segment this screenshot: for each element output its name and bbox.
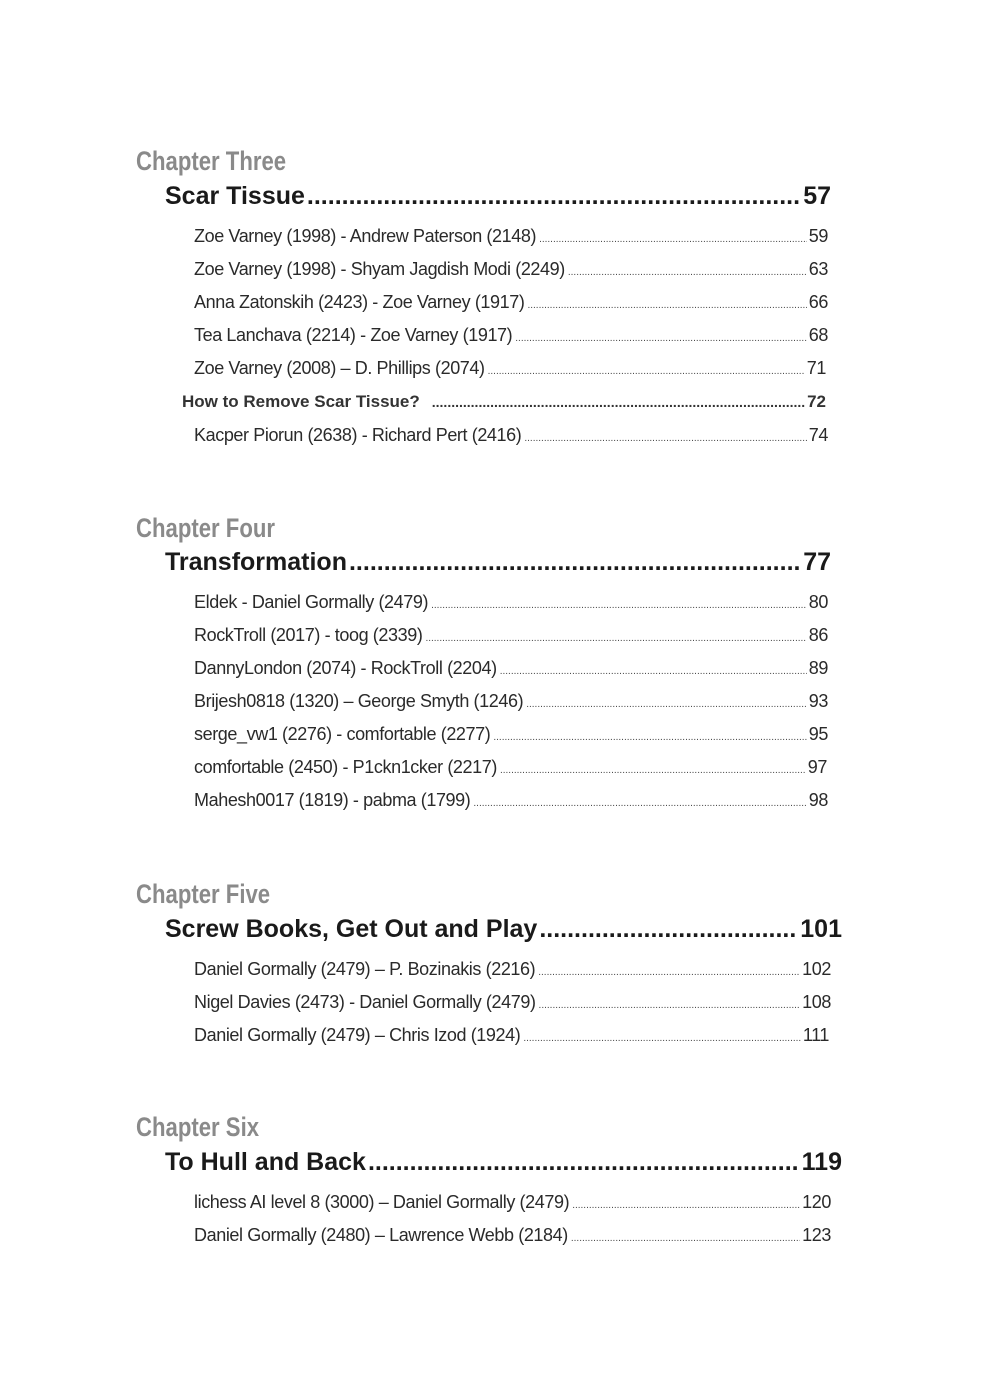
- entry-label: Eldek - Daniel Gormally (2479): [194, 592, 429, 612]
- entry-label: Daniel Gormally (2479) – Chris Izod (1924): [194, 1025, 521, 1045]
- page-number: 66: [808, 292, 828, 312]
- page-number: 57: [803, 182, 831, 210]
- toc-subsection[interactable]: [182, 392, 826, 412]
- page-number: 86: [808, 625, 828, 645]
- leader-dots: [539, 234, 807, 245]
- page-number: 101: [800, 915, 842, 943]
- leader-dots: [572, 1200, 800, 1211]
- toc-entry[interactable]: [194, 425, 828, 446]
- entry-label: Daniel Gormally (2480) – Lawrence Webb (2184): [194, 1225, 568, 1245]
- entry-label: DannyLondon (2074) - RockTroll (2204): [194, 658, 497, 678]
- toc-entry[interactable]: [194, 959, 831, 980]
- page-number: 123: [802, 1225, 831, 1245]
- toc-entry[interactable]: [194, 724, 828, 745]
- subsection-label: How to Remove Scar Tissue?: [182, 392, 420, 411]
- leader-dots: [432, 394, 806, 410]
- entry-label: Anna Zatonskih (2423) - Zoe Varney (1917): [194, 292, 525, 312]
- leader-dots: [539, 1000, 801, 1011]
- toc-entry[interactable]: [194, 1192, 831, 1213]
- toc-entry[interactable]: [194, 757, 827, 778]
- entry-label: Tea Lanchava (2214) - Zoe Varney (1917): [194, 325, 513, 345]
- entry-label: Brijesh0818 (1320) – George Smyth (1246): [194, 691, 524, 711]
- toc-entry[interactable]: [194, 691, 828, 712]
- toc-entry[interactable]: [194, 259, 828, 280]
- toc-entry[interactable]: [194, 325, 828, 346]
- page-number: 111: [802, 1025, 829, 1045]
- chapter-title-row[interactable]: [165, 915, 842, 944]
- toc-entry[interactable]: [194, 790, 828, 811]
- toc-entry[interactable]: [194, 625, 828, 646]
- toc-entry[interactable]: [194, 226, 828, 247]
- page-number: 93: [808, 691, 828, 711]
- chapter-title: To Hull and Back: [165, 1148, 366, 1176]
- chapter-title: Scar Tissue: [165, 182, 305, 210]
- leader-dots: [526, 699, 807, 710]
- leader-dots: [524, 433, 806, 444]
- page-number: 98: [808, 790, 828, 810]
- entry-label: Zoe Varney (1998) - Andrew Paterson (2148): [194, 226, 537, 246]
- entry-label: Daniel Gormally (2479) – P. Bozinakis (2216): [194, 959, 536, 979]
- leader-dots: [527, 300, 806, 311]
- page-number: 108: [802, 992, 831, 1012]
- toc-entry[interactable]: [194, 658, 828, 679]
- leader-dots: [538, 967, 800, 978]
- leader-dots: [515, 333, 807, 344]
- chapter-label: Chapter Six: [136, 1112, 260, 1142]
- page-number: 89: [808, 658, 828, 678]
- leader-dots: [349, 548, 799, 577]
- entry-label: Kacper Piorun (2638) - Richard Pert (2416): [194, 425, 522, 445]
- page-number: 63: [808, 259, 828, 279]
- page-number: 71: [806, 358, 826, 378]
- chapter-title-row[interactable]: [165, 182, 831, 211]
- chapter-label: Chapter Four: [136, 513, 276, 543]
- leader-dots: [523, 1033, 800, 1044]
- entry-label: Nigel Davies (2473) - Daniel Gormally (2479): [194, 992, 536, 1012]
- leader-dots: [500, 765, 806, 776]
- page-number: 80: [808, 592, 828, 612]
- page-number: 74: [808, 425, 828, 445]
- page-number: 77: [803, 548, 831, 576]
- leader-dots: [473, 798, 806, 809]
- page-number: 95: [808, 724, 828, 744]
- chapter-label: Chapter Five: [136, 879, 271, 909]
- toc-entry[interactable]: [194, 1025, 829, 1046]
- page-number: 72: [807, 392, 826, 411]
- entry-label: Zoe Varney (2008) – D. Phillips (2074): [194, 358, 485, 378]
- page-number: 68: [808, 325, 828, 345]
- leader-dots: [500, 666, 807, 677]
- toc-entry[interactable]: [194, 592, 828, 613]
- entry-label: Zoe Varney (1998) - Shyam Jagdish Modi (2249): [194, 259, 565, 279]
- leader-dots: [307, 182, 799, 211]
- chapter-title: Screw Books, Get Out and Play: [165, 915, 538, 943]
- leader-dots: [368, 1148, 798, 1177]
- page-number: 119: [801, 1148, 842, 1176]
- page-number: 120: [802, 1192, 831, 1212]
- page-number: 102: [802, 959, 831, 979]
- chapter-label: Chapter Three: [136, 146, 287, 176]
- page-number: 59: [808, 226, 828, 246]
- leader-dots: [493, 732, 806, 743]
- toc-entry[interactable]: [194, 292, 828, 313]
- entry-label: Mahesh0017 (1819) - pabma (1799): [194, 790, 471, 810]
- entry-label: RockTroll (2017) - toog (2339): [194, 625, 423, 645]
- chapter-title-row[interactable]: [165, 1148, 842, 1177]
- entry-label: lichess AI level 8 (3000) – Daniel Gormally (2479): [194, 1192, 570, 1212]
- leader-dots: [539, 915, 796, 944]
- chapter-title-row[interactable]: [165, 548, 831, 577]
- entry-label: serge_vw1 (2276) - comfortable (2277): [194, 724, 491, 744]
- leader-dots: [431, 600, 807, 611]
- leader-dots: [425, 633, 806, 644]
- toc-entry[interactable]: [194, 992, 831, 1013]
- leader-dots: [571, 1233, 800, 1244]
- leader-dots: [568, 267, 807, 278]
- leader-dots: [488, 366, 805, 377]
- chapter-title: Transformation: [165, 548, 347, 576]
- entry-label: comfortable (2450) - P1ckn1cker (2217): [194, 757, 497, 777]
- page-number: 97: [807, 757, 827, 777]
- toc-entry[interactable]: [194, 358, 826, 379]
- toc-entry[interactable]: [194, 1225, 831, 1246]
